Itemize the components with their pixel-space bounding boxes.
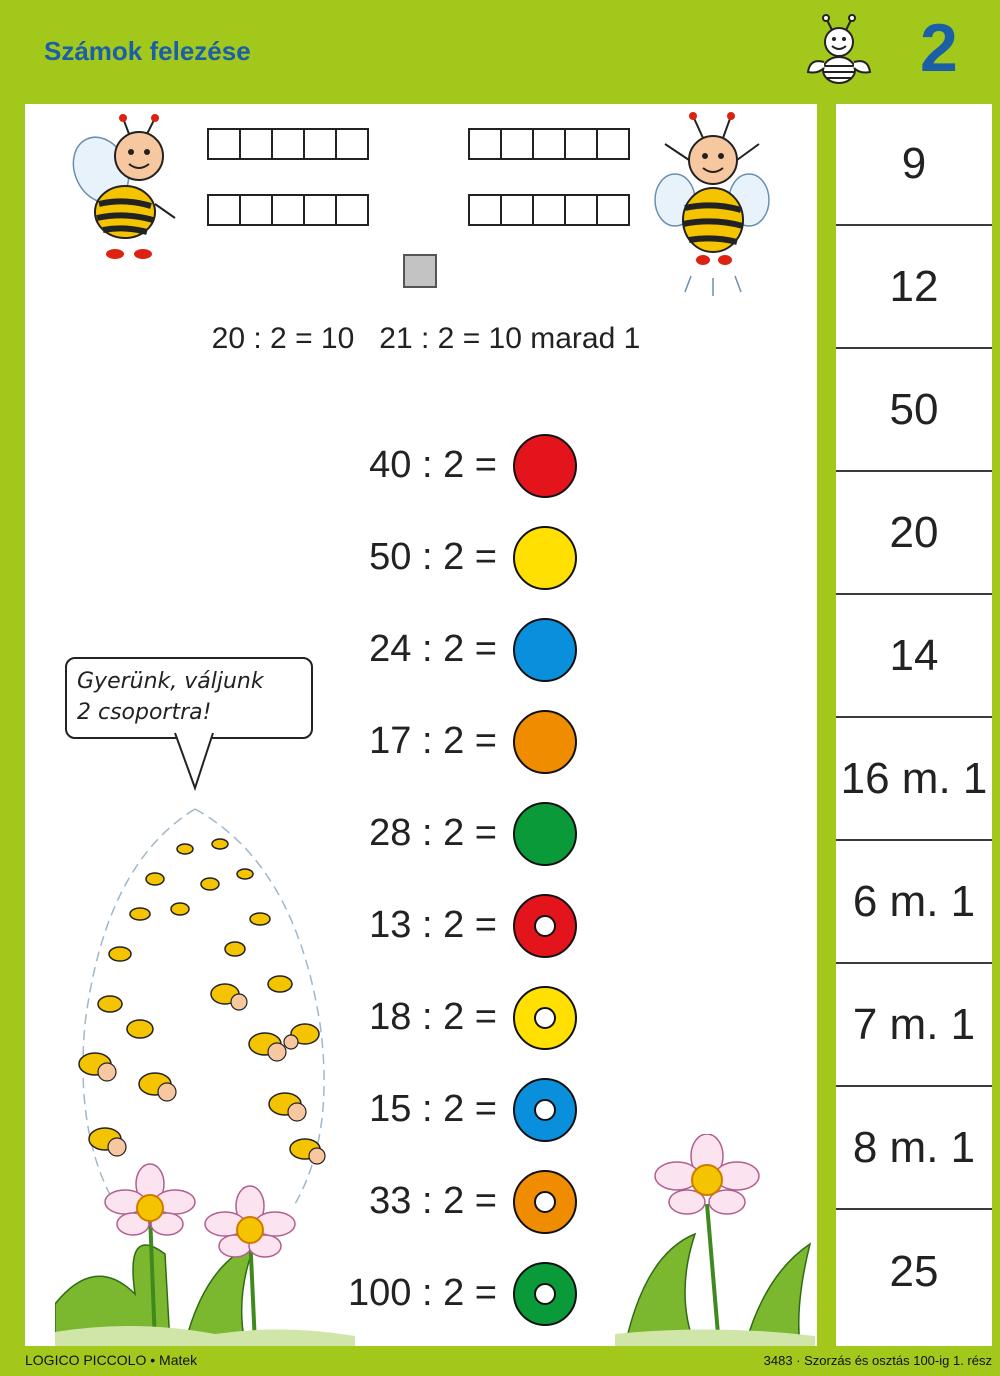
exercise-equation: 100 : 2 =	[348, 1272, 497, 1314]
color-ring-marker	[513, 894, 577, 958]
color-disc-marker	[513, 434, 577, 498]
color-disc-marker	[513, 710, 577, 774]
answer-cell[interactable]: 12	[836, 227, 992, 349]
page-title: Számok felezése	[44, 36, 251, 66]
answer-boxes-row-1[interactable]	[207, 128, 369, 160]
exercise-equation: 28 : 2 =	[369, 812, 497, 854]
ring-hole	[534, 1099, 556, 1121]
answer-boxes-row-4[interactable]	[468, 194, 630, 226]
color-ring-marker	[513, 1262, 577, 1326]
color-disc-marker	[513, 526, 577, 590]
footer-book-info: 3483 · Szorzás és osztás 100-ig 1. rész	[763, 1353, 992, 1368]
answer-cell[interactable]: 50	[836, 350, 992, 472]
exercise-equation: 50 : 2 =	[369, 536, 497, 578]
bee-waving-illustration	[67, 114, 187, 274]
answer-boxes-row-2[interactable]	[468, 128, 630, 160]
speech-bubble-tail	[173, 732, 223, 792]
color-ring-marker	[513, 1078, 577, 1142]
exercise-equation: 33 : 2 =	[369, 1180, 497, 1222]
answer-cell[interactable]: 14	[836, 596, 992, 718]
answer-cell[interactable]: 25	[889, 1247, 939, 1296]
answer-cell[interactable]: 16 m. 1	[836, 719, 992, 841]
exercise-equation: 40 : 2 =	[369, 444, 497, 486]
answer-cell[interactable]: 8 m. 1	[836, 1088, 992, 1210]
ring-hole	[534, 1283, 556, 1305]
exercise-equation: 24 : 2 =	[369, 628, 497, 670]
ring-hole	[534, 1007, 556, 1029]
remainder-square	[403, 254, 437, 288]
color-ring-marker	[513, 1170, 577, 1234]
answer-column	[836, 104, 992, 1346]
answer-boxes-row-3[interactable]	[207, 194, 369, 226]
exercise-equation: 17 : 2 =	[369, 720, 497, 762]
bee-jumping-illustration	[651, 110, 771, 300]
ring-hole	[534, 1191, 556, 1213]
example-equations: 20 : 2 = 10 21 : 2 = 10 marad 1	[211, 322, 641, 355]
speech-bubble-line-1: Gyerünk, váljunk	[77, 669, 264, 694]
flower-right-illustration	[615, 1134, 815, 1346]
page-number: 2	[920, 10, 958, 86]
color-ring-marker	[513, 986, 577, 1050]
answer-cell[interactable]: 9	[836, 104, 992, 226]
speech-bubble-line-2: 2 csoportra!	[77, 700, 212, 725]
color-disc-marker	[513, 618, 577, 682]
speech-bubble-text	[77, 666, 307, 728]
flowers-left-illustration	[55, 1154, 355, 1346]
color-disc-marker	[513, 802, 577, 866]
exercise-panel	[25, 104, 817, 1346]
exercise-equation: 15 : 2 =	[369, 1088, 497, 1130]
bee-mascot-icon	[806, 14, 872, 84]
exercise-equation: 13 : 2 =	[369, 904, 497, 946]
footer-series: LOGICO PICCOLO • Matek	[25, 1352, 198, 1368]
exercise-equation: 18 : 2 =	[369, 996, 497, 1038]
answer-cell[interactable]: 20	[836, 473, 992, 595]
answer-cell[interactable]: 7 m. 1	[836, 965, 992, 1087]
ring-hole	[534, 915, 556, 937]
answer-cell[interactable]: 6 m. 1	[836, 842, 992, 964]
